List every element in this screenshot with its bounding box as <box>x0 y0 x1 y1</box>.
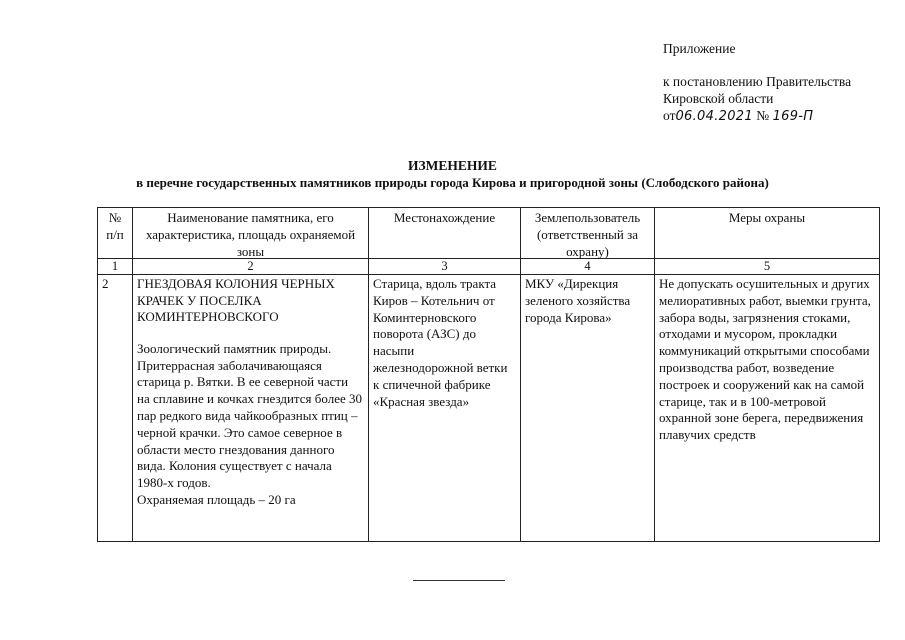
number-prefix: № <box>756 108 770 123</box>
appendix-title: Приложение <box>663 41 736 56</box>
appendix-block <box>663 40 851 125</box>
handwritten-date: 06.04.2021 <box>675 109 753 124</box>
column-number: 4 <box>520 258 654 274</box>
monument-description: Зоологический памятник природы. Притеррасная заболачивающаяся старица р. Вятки. В ее северной части на сплавине и кочках гнездится более 30 пар редкого вида чайкообразных птиц – черной крачки. Это самое северное в области место гнездования данного вида. Колония существует с начала 1980-х годов. <box>137 340 362 491</box>
footer-rule <box>413 580 505 581</box>
table-column-numbers-row <box>97 258 880 274</box>
appendix-region-line: Кировской области <box>663 91 774 106</box>
column-number: 5 <box>654 258 880 274</box>
document-subtitle: в перечне государственных памятников природы города Кирова и пригородной зоны (Слободского района) <box>136 175 769 190</box>
monuments-table <box>97 207 880 542</box>
column-number: 1 <box>97 258 132 274</box>
monument-name: ГНЕЗДОВАЯ КОЛОНИЯ ЧЕРНЫХ КРАЧЕК У ПОСЕЛКА КОМИНТЕРНОВСКОГО <box>137 276 335 325</box>
land-user-cell: МКУ «Дирекция зеленого хозяйства города Кирова» <box>520 274 654 542</box>
document-title: ИЗМЕНЕНИЕ <box>408 158 497 173</box>
column-number: 2 <box>132 258 368 274</box>
header-protection: Меры охраны <box>654 207 880 258</box>
header-number: № п/п <box>97 207 132 258</box>
table-header-row <box>97 207 880 258</box>
date-prefix: от <box>663 108 676 123</box>
monument-cell <box>132 274 368 542</box>
header-location: Местонахождение <box>368 207 520 258</box>
row-number: 2 <box>97 274 132 542</box>
column-number: 3 <box>368 258 520 274</box>
header-name: Наименование памятника, его характеристика, площадь охраняемой зоны <box>132 207 368 258</box>
protection-measures-cell: Не допускать осушительных и других мелиоративных работ, выемки грунта, забора воды, загрязнения стоками, отходами и мусором, прокладки коммуникаций открытыми способами производства работ, возведение построек и сооружений как на самой старице, так и в 100-метровой охранной зоне берега, передвижения плавучих средств <box>654 274 880 542</box>
location-cell: Старица, вдоль тракта Киров – Котельнич от Коминтерновского поворота (АЗС) до насыпи железнодорожной ветки к спичечной фабрике «Красная звезда» <box>368 274 520 542</box>
appendix-resolution-line: к постановлению Правительства <box>663 74 852 89</box>
handwritten-number: 169-П <box>772 109 814 124</box>
table-row <box>97 274 880 542</box>
appendix-date-line <box>663 107 851 125</box>
header-land-user: Землепользователь (ответственный за охрану) <box>520 207 654 258</box>
protected-area: Охраняемая площадь – 20 га <box>137 491 296 507</box>
